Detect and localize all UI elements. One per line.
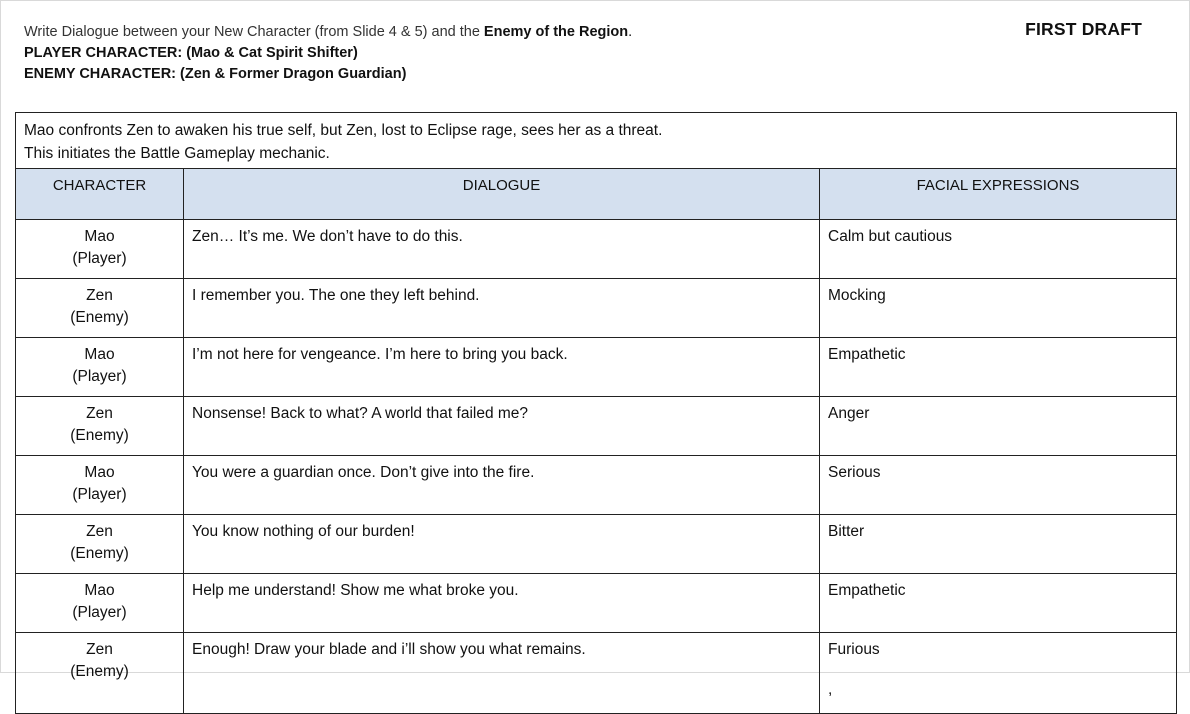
intro-line-2-emphasis: Battle Gameplay [140, 145, 255, 162]
character-name: Zen [86, 641, 113, 658]
intro-row [16, 113, 1177, 169]
expression-cell: Serious [820, 456, 1177, 515]
expression-cell: Anger [820, 397, 1177, 456]
character-cell [16, 574, 184, 633]
dialogue-cell: You were a guardian once. Don’t give into the fire. [184, 456, 820, 515]
table-row [16, 338, 1177, 397]
intro-cell [16, 113, 1177, 169]
table-row [16, 397, 1177, 456]
expression-cell: Mocking [820, 279, 1177, 338]
dialogue-cell: You know nothing of our burden! [184, 515, 820, 574]
character-role: (Player) [72, 604, 127, 621]
intro-line-2-suffix: mechanic. [254, 145, 330, 162]
character-cell [16, 397, 184, 456]
dialogue-cell: Nonsense! Back to what? A world that failed me? [184, 397, 820, 456]
dialogue-cell: I remember you. The one they left behind. [184, 279, 820, 338]
table-row [16, 220, 1177, 279]
enemy-character-line: ENEMY CHARACTER: (Zen & Former Dragon Guardian) [24, 66, 407, 82]
character-cell [16, 515, 184, 574]
expression-cell: Empathetic [820, 338, 1177, 397]
character-role: (Enemy) [70, 309, 129, 326]
dialogue-cell: I’m not here for vengeance. I’m here to bring you back. [184, 338, 820, 397]
character-name: Mao [84, 346, 115, 363]
character-name: Mao [84, 582, 115, 599]
character-role: (Enemy) [70, 545, 129, 562]
table-row [16, 515, 1177, 574]
character-cell [16, 279, 184, 338]
player-character-line: PLAYER CHARACTER: (Mao & Cat Spirit Shifter) [24, 45, 358, 61]
table-header-row [16, 169, 1177, 220]
intro-line-2 [24, 142, 1168, 165]
expression-cell: Empathetic [820, 574, 1177, 633]
column-header-dialogue: DIALOGUE [184, 169, 820, 220]
character-name: Zen [86, 523, 113, 540]
dialogue-cell: Enough! Draw your blade and i’ll show you what remains. [184, 633, 820, 714]
character-role: (Player) [72, 368, 127, 385]
instruction-text: Write Dialogue between your New Character (from Slide 4 & 5) and the [24, 24, 484, 40]
instruction-line [24, 22, 632, 43]
character-cell [16, 456, 184, 515]
instruction-period: . [628, 24, 633, 40]
table-row [16, 633, 1177, 714]
column-header-character: CHARACTER [16, 169, 184, 220]
column-header-expressions: FACIAL EXPRESSIONS [820, 169, 1177, 220]
expression-cell: Bitter [820, 515, 1177, 574]
dialogue-cell: Zen… It’s me. We don’t have to do this. [184, 220, 820, 279]
expression-cell [820, 633, 1177, 714]
character-name: Mao [84, 228, 115, 245]
character-cell [16, 220, 184, 279]
character-name: Zen [86, 287, 113, 304]
dialogue-cell: Help me understand! Show me what broke you. [184, 574, 820, 633]
dialogue-table [15, 112, 1177, 714]
instruction-emphasis: Enemy of the Region [483, 24, 629, 40]
table-row [16, 279, 1177, 338]
character-role: (Enemy) [70, 427, 129, 444]
assignment-header [24, 22, 632, 85]
character-role: (Player) [72, 250, 127, 267]
character-cell [16, 338, 184, 397]
draft-label: FIRST DRAFT [1025, 19, 1142, 39]
character-role: (Player) [72, 486, 127, 503]
intro-line-2-text: This initiates the [24, 145, 141, 162]
character-role: (Enemy) [70, 663, 129, 680]
intro-line-1: Mao confronts Zen to awaken his true self, but Zen, lost to Eclipse rage, sees her as a threat. [24, 122, 663, 139]
trailing-mark: , [828, 681, 833, 698]
expression-cell: Calm but cautious [820, 220, 1177, 279]
table-row [16, 574, 1177, 633]
table-row [16, 456, 1177, 515]
character-name: Mao [84, 464, 115, 481]
character-name: Zen [86, 405, 113, 422]
character-cell [16, 633, 184, 714]
expression-text: Furious [828, 641, 880, 658]
